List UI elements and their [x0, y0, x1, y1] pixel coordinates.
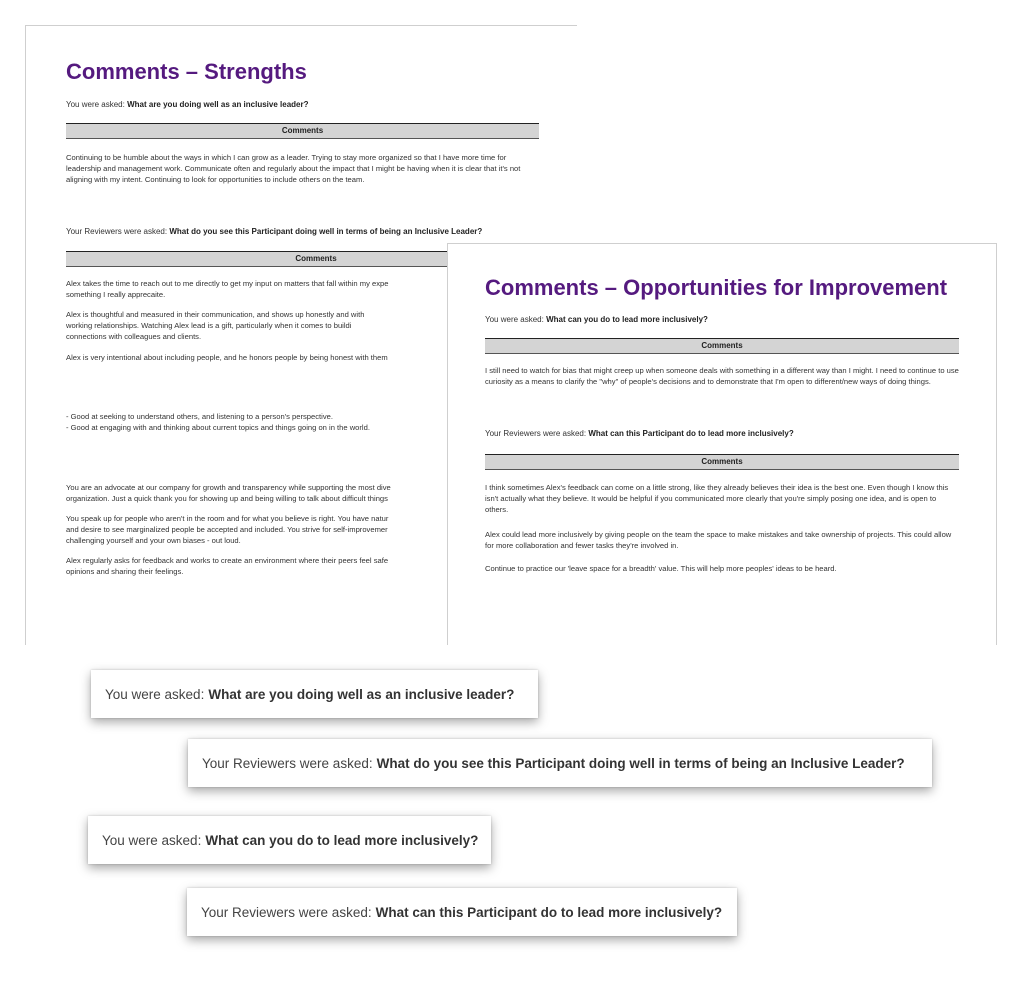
callout-reviewer-improvement-question: Your Reviewers were asked: What can this Participant do to lead more inclusively?: [187, 888, 737, 936]
callout-reviewer-strengths-question: Your Reviewers were asked: What do you see this Participant doing well in terms of being an Inclusive Leader?: [188, 739, 932, 787]
reviewer-comment-line: and desire to see marginalized people be accepted and included. You strive for self-improvemer: [66, 525, 388, 534]
reviewer-comment: Alex could lead more inclusively by giving people on the team the space to make mistakes and take ownership of projects. This could allow for more collaboration and fewer tasks they're involved in.: [485, 530, 952, 550]
reviewer-comments-header: Comments: [485, 454, 959, 470]
reviewer-comment-line: You speak up for people who aren't in the room and for what you believe is right. You have natur: [66, 514, 389, 523]
reviewer-comment-line: working relationships. Watching Alex lead is a gift, particularly when it comes to buildi: [66, 321, 352, 330]
reviewer-comment-line: connections with colleagues and clients.: [66, 332, 202, 341]
reviewer-comment-line: opinions and sharing their feelings.: [66, 567, 184, 576]
callout-self-improvement-question: You were asked: What can you do to lead more inclusively?: [88, 816, 491, 864]
improvement-page: [447, 243, 997, 645]
comments-header: Comments: [66, 123, 539, 139]
reviewer-comment-line: Alex regularly asks for feedback and works to create an environment where their peers feel safe: [66, 556, 389, 565]
comments-header: Comments: [485, 338, 959, 354]
reviewer-comments-header: Comments: [66, 251, 566, 267]
reviewer-comment-line: You are an advocate at our company for growth and transparency while supporting the most dive: [66, 483, 391, 492]
reviewer-question: Your Reviewers were asked: What can this Participant do to lead more inclusively?: [485, 429, 794, 438]
page-title: Comments – Strengths: [66, 59, 307, 84]
reviewer-comment: Continue to practice our 'leave space for a breadth' value. This will help more peoples' ideas to be heard.: [485, 564, 837, 573]
self-comment: I still need to watch for bias that might creep up when someone deals with something in a different way than I might. I need to continue to use curiosity as a means to clarify the "why" of people's decisions and to demonstrate that I'm open to different/new ways of doing things.: [485, 366, 959, 386]
reviewer-comment-line: Alex is very intentional about including people, and he honors people by being honest with them: [66, 353, 388, 362]
self-question: You were asked: What can you do to lead more inclusively?: [485, 315, 708, 324]
reviewer-comment: I think sometimes Alex's feedback can come on a little strong, like they already believes their idea is the best one. Even though I know this isn't actually what they believe. It would be helpful if you communicated more clearly that you're simply posing one idea, and is open to others.: [485, 483, 949, 514]
reviewer-comment-line: challenging yourself and your own biases - out loud.: [66, 536, 241, 545]
page-title: Comments – Opportunities for Improvement: [485, 275, 948, 300]
reviewer-comment-line: something I really apprecaite.: [66, 290, 166, 299]
reviewer-comment-line: Alex is thoughtful and measured in their communication, and shows up honestly and with: [66, 310, 365, 319]
reviewer-comment-line: - Good at seeking to understand others, and listening to a person's perspective.: [66, 412, 333, 421]
self-comment: Continuing to be humble about the ways in which I can grow as a leader. Trying to stay more organized so that I have more time for leadership and management work. Communicate often and regularly about the impact that I might be having when it is clear that it's not aligning with my intent. Continuing to look for opportunities to include others on the team.: [66, 153, 521, 184]
reviewer-comment-line: - Good at engaging with and thinking about current topics and things going on in the world.: [66, 423, 370, 432]
reviewer-comment-line: organization. Just a quick thank you for showing up and being willing to talk about difficult things: [66, 494, 388, 503]
callout-self-strengths-question: You were asked: What are you doing well as an inclusive leader?: [91, 670, 538, 718]
self-question: You were asked: What are you doing well as an inclusive leader?: [66, 100, 309, 109]
reviewer-question: Your Reviewers were asked: What do you see this Participant doing well in terms of being an Inclusive Leader?: [66, 227, 483, 236]
reviewer-comment-line: Alex takes the time to reach out to me directly to get my input on matters that fall within my expe: [66, 279, 389, 288]
